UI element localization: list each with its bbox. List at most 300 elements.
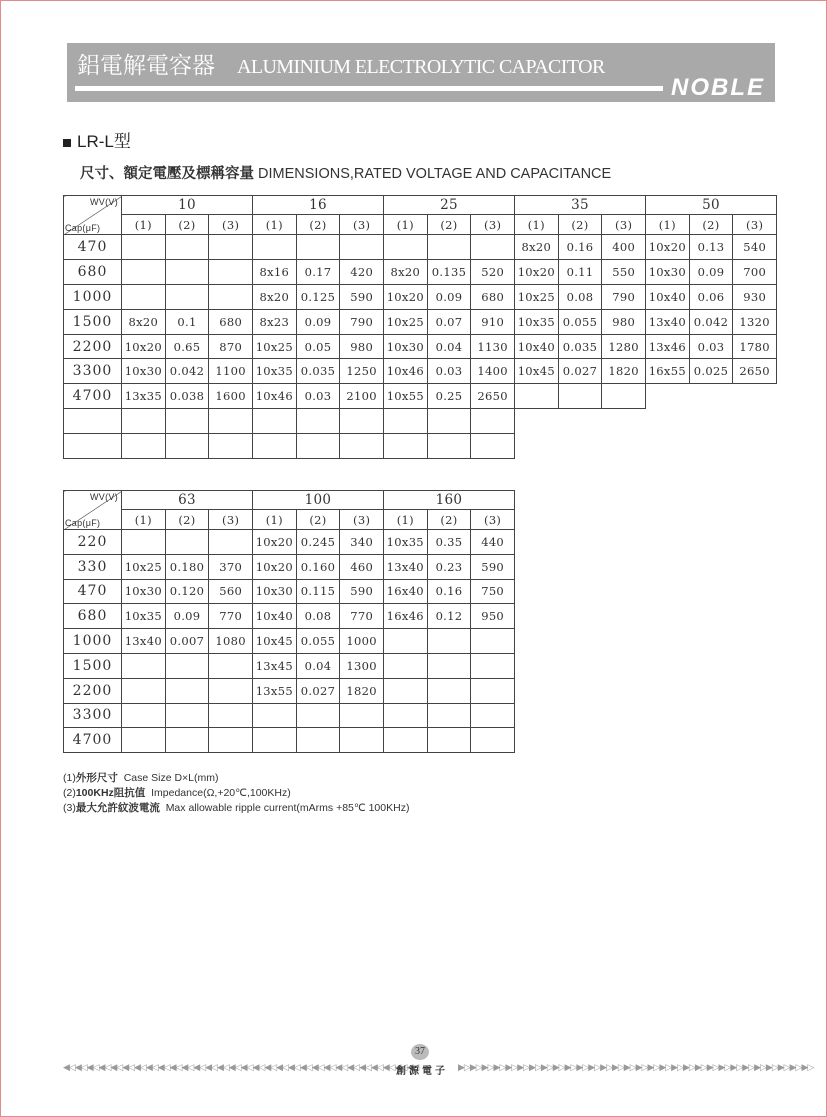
impedance-cell [427, 235, 471, 260]
subtitle-chinese: 尺寸、額定電壓及標稱容量 [80, 166, 254, 182]
capacitance-cell: 3300 [64, 703, 122, 728]
model-name: LR-L型 [77, 132, 131, 151]
ripple-current-cell [602, 409, 646, 434]
ripple-current-cell [471, 409, 515, 434]
capacitance-cell: 330 [64, 554, 122, 579]
impedance-cell: 0.1 [165, 309, 209, 334]
case-size-cell: 10x45 [253, 629, 297, 654]
impedance-cell: 0.03 [689, 334, 733, 359]
case-size-cell: 10x20 [384, 284, 428, 309]
impedance-cell: 0.007 [165, 629, 209, 654]
case-size-cell [383, 678, 427, 703]
banner-divider [75, 86, 663, 91]
note-2: (2)100KHz阻抗值 Impedance(Ω,+20℃,100KHz) [63, 787, 291, 799]
impedance-cell [296, 235, 340, 260]
ripple-current-cell: 770 [209, 604, 253, 629]
ripple-current-cell: 520 [471, 259, 515, 284]
impedance-cell: 0.35 [427, 530, 471, 555]
ripple-current-cell: 1000 [340, 629, 384, 654]
impedance-cell: 0.09 [165, 604, 209, 629]
sub-header: (1) [253, 215, 297, 235]
case-size-cell: 10x55 [384, 384, 428, 409]
case-size-cell: 10x46 [384, 359, 428, 384]
case-size-cell [122, 259, 166, 284]
ripple-current-cell: 680 [471, 284, 515, 309]
impedance-cell [165, 259, 209, 284]
wv-label: WV(V) [90, 492, 118, 502]
footer-bar [63, 1062, 814, 1077]
ripple-current-cell: 460 [340, 554, 384, 579]
ripple-current-cell: 2650 [733, 359, 777, 384]
impedance-cell [296, 409, 340, 434]
case-size-cell: 10x40 [515, 334, 559, 359]
capacitance-cell: 1000 [64, 629, 122, 654]
table-row [64, 728, 515, 753]
ripple-current-cell: 790 [602, 284, 646, 309]
ripple-current-cell [209, 259, 253, 284]
impedance-cell: 0.042 [165, 359, 209, 384]
voltage-header: 25 [384, 196, 515, 215]
ripple-current-cell [209, 678, 253, 703]
case-size-cell: 8x20 [122, 309, 166, 334]
capacitance-cell: 1500 [64, 309, 122, 334]
impedance-cell: 0.120 [165, 579, 209, 604]
ripple-current-cell: 1400 [471, 359, 515, 384]
capacitance-cell: 220 [64, 530, 122, 555]
sub-header: (3) [471, 215, 515, 235]
ripple-current-cell [209, 409, 253, 434]
impedance-cell: 0.65 [165, 334, 209, 359]
ripple-current-cell: 1820 [340, 678, 384, 703]
impedance-cell: 0.04 [296, 653, 340, 678]
ripple-current-cell: 980 [340, 334, 384, 359]
impedance-cell [427, 629, 471, 654]
case-size-cell: 10x35 [122, 604, 166, 629]
case-size-cell: 10x30 [384, 334, 428, 359]
capacitance-cell [64, 409, 122, 434]
impedance-cell: 0.08 [558, 284, 602, 309]
case-size-cell [515, 434, 559, 459]
impedance-cell [689, 409, 733, 434]
case-size-cell: 10x25 [253, 334, 297, 359]
impedance-cell: 0.125 [296, 284, 340, 309]
legend-notes [63, 771, 409, 816]
case-size-cell [646, 434, 690, 459]
case-size-cell: 10x45 [515, 359, 559, 384]
sub-header: (2) [296, 215, 340, 235]
sub-header: (3) [471, 510, 515, 530]
impedance-cell: 0.07 [427, 309, 471, 334]
ripple-current-cell: 1080 [209, 629, 253, 654]
sub-header: (1) [253, 510, 297, 530]
ripple-current-cell: 870 [209, 334, 253, 359]
case-size-cell [383, 629, 427, 654]
ripple-current-cell: 1250 [340, 359, 384, 384]
table-row [64, 284, 777, 309]
impedance-cell: 0.17 [296, 259, 340, 284]
case-size-cell [122, 235, 166, 260]
ripple-current-cell: 1780 [733, 334, 777, 359]
table-row [64, 703, 515, 728]
ripple-current-cell [471, 653, 515, 678]
case-size-cell [384, 235, 428, 260]
ripple-current-cell: 1280 [602, 334, 646, 359]
ripple-current-cell [209, 530, 253, 555]
impedance-cell: 0.135 [427, 259, 471, 284]
impedance-cell: 0.05 [296, 334, 340, 359]
case-size-cell: 10x30 [122, 579, 166, 604]
ripple-current-cell [340, 409, 384, 434]
section-subtitle [80, 162, 611, 183]
ripple-current-cell [733, 384, 777, 409]
impedance-cell [558, 434, 602, 459]
ripple-current-cell [209, 653, 253, 678]
ripple-current-cell: 540 [733, 235, 777, 260]
capacitance-cell: 2200 [64, 678, 122, 703]
ripple-current-cell: 420 [340, 259, 384, 284]
case-size-cell: 10x30 [646, 259, 690, 284]
case-size-cell: 8x20 [253, 284, 297, 309]
impedance-cell: 0.09 [689, 259, 733, 284]
case-size-cell: 10x35 [383, 530, 427, 555]
brand-logo: NOBLE [671, 74, 765, 101]
impedance-cell [165, 409, 209, 434]
impedance-cell [427, 728, 471, 753]
ripple-current-cell [471, 678, 515, 703]
case-size-cell: 13x40 [383, 554, 427, 579]
sub-header: (3) [340, 215, 384, 235]
header-banner [67, 43, 775, 102]
ripple-current-cell: 1300 [340, 653, 384, 678]
ripple-current-cell: 680 [209, 309, 253, 334]
impedance-cell [165, 284, 209, 309]
impedance-cell: 0.09 [296, 309, 340, 334]
impedance-cell [689, 434, 733, 459]
impedance-cell [296, 703, 340, 728]
capacitance-cell: 4700 [64, 384, 122, 409]
voltage-header: 50 [646, 196, 777, 215]
impedance-cell: 0.055 [296, 629, 340, 654]
impedance-cell: 0.035 [296, 359, 340, 384]
impedance-cell: 0.025 [689, 359, 733, 384]
ripple-current-cell: 400 [602, 235, 646, 260]
left-arrows-decoration: ◀◁◀◁◀◁◀◁◀◁◀◁◀◁◀◁◀◁◀◁◀◁◀◁◀◁◀◁◀◁◀◁◀◁◀◁◀◁◀◁◀◁◀◁◀◁◀◁◀◁◀◁◀◁◀◁◀◁◀◁ [63, 1062, 419, 1072]
sub-header: (1) [384, 215, 428, 235]
ripple-current-cell [471, 629, 515, 654]
ripple-current-cell: 370 [209, 554, 253, 579]
case-size-cell: 10x35 [253, 359, 297, 384]
sub-header: (2) [427, 215, 471, 235]
sub-header: (3) [209, 510, 253, 530]
impedance-cell [296, 434, 340, 459]
ripple-current-cell: 2650 [471, 384, 515, 409]
title-english: ALUMINIUM ELECTROLYTIC CAPACITOR [237, 56, 605, 78]
ripple-current-cell: 930 [733, 284, 777, 309]
ripple-current-cell [209, 703, 253, 728]
impedance-cell: 0.04 [427, 334, 471, 359]
impedance-cell [165, 703, 209, 728]
case-size-cell: 10x20 [253, 554, 297, 579]
case-size-cell: 10x20 [515, 259, 559, 284]
sub-header: (1) [646, 215, 690, 235]
ripple-current-cell: 560 [209, 579, 253, 604]
case-size-cell [384, 409, 428, 434]
case-size-cell [515, 409, 559, 434]
sub-header-row [64, 510, 515, 530]
voltage-header: 100 [253, 491, 384, 510]
case-size-cell: 13x35 [122, 384, 166, 409]
capacitance-cell: 680 [64, 604, 122, 629]
ripple-current-cell [209, 235, 253, 260]
ripple-current-cell: 1130 [471, 334, 515, 359]
case-size-cell: 10x46 [253, 384, 297, 409]
ripple-current-cell: 750 [471, 579, 515, 604]
voltage-header: 10 [122, 196, 253, 215]
corner-header [64, 491, 122, 530]
square-bullet-icon [63, 139, 71, 147]
sub-header: (3) [733, 215, 777, 235]
case-size-cell [122, 703, 166, 728]
ripple-current-cell [733, 409, 777, 434]
impedance-cell: 0.027 [558, 359, 602, 384]
impedance-cell: 0.25 [427, 384, 471, 409]
case-size-cell [515, 384, 559, 409]
impedance-cell [165, 653, 209, 678]
ripple-current-cell [471, 235, 515, 260]
sub-header: (3) [209, 215, 253, 235]
impedance-cell [689, 384, 733, 409]
impedance-cell: 0.03 [427, 359, 471, 384]
ripple-current-cell [340, 235, 384, 260]
corner-header [64, 196, 122, 235]
case-size-cell: 10x25 [515, 284, 559, 309]
company-name: 創源電子 [396, 1066, 448, 1077]
impedance-cell [427, 678, 471, 703]
voltage-header-row [64, 491, 515, 510]
case-size-cell: 13x40 [646, 309, 690, 334]
voltage-header: 35 [515, 196, 646, 215]
sub-header: (1) [122, 510, 166, 530]
impedance-cell: 0.115 [296, 579, 340, 604]
sub-header: (2) [165, 510, 209, 530]
ripple-current-cell: 2100 [340, 384, 384, 409]
sub-header: (2) [427, 510, 471, 530]
capacitance-cell [64, 434, 122, 459]
table-row [64, 259, 777, 284]
impedance-cell: 0.13 [689, 235, 733, 260]
ripple-current-cell: 590 [340, 579, 384, 604]
impedance-cell: 0.027 [296, 678, 340, 703]
case-size-cell [253, 703, 297, 728]
impedance-cell [165, 235, 209, 260]
impedance-cell [165, 434, 209, 459]
table-row [64, 554, 515, 579]
capacitance-cell: 4700 [64, 728, 122, 753]
case-size-cell [122, 284, 166, 309]
ripple-current-cell: 770 [340, 604, 384, 629]
case-size-cell: 13x55 [253, 678, 297, 703]
impedance-cell: 0.11 [558, 259, 602, 284]
case-size-cell: 16x46 [383, 604, 427, 629]
table-row [64, 384, 777, 409]
ripple-current-cell [209, 434, 253, 459]
table-row [64, 434, 777, 459]
ripple-current-cell: 910 [471, 309, 515, 334]
case-size-cell [122, 434, 166, 459]
capacitance-cell: 680 [64, 259, 122, 284]
capacitance-cell: 1500 [64, 653, 122, 678]
ripple-current-cell: 700 [733, 259, 777, 284]
sub-header-row [64, 215, 777, 235]
case-size-cell [383, 653, 427, 678]
ripple-current-cell: 550 [602, 259, 646, 284]
case-size-cell: 10x40 [253, 604, 297, 629]
case-size-cell [122, 678, 166, 703]
impedance-cell: 0.09 [427, 284, 471, 309]
table-row [64, 604, 515, 629]
table-row [64, 579, 515, 604]
right-arrows-decoration: ▶▷▶▷▶▷▶▷▶▷▶▷▶▷▶▷▶▷▶▷▶▷▶▷▶▷▶▷▶▷▶▷▶▷▶▷▶▷▶▷▶▷▶▷▶▷▶▷▶▷▶▷▶▷▶▷▶▷▶▷ [458, 1062, 814, 1072]
impedance-cell: 0.06 [689, 284, 733, 309]
case-size-cell: 10x20 [253, 530, 297, 555]
voltage-header: 63 [122, 491, 253, 510]
ripple-current-cell: 950 [471, 604, 515, 629]
impedance-cell [427, 653, 471, 678]
case-size-cell [646, 409, 690, 434]
impedance-cell: 0.180 [165, 554, 209, 579]
case-size-cell: 8x20 [384, 259, 428, 284]
capacitance-cell: 1000 [64, 284, 122, 309]
voltage-header: 160 [383, 491, 514, 510]
table-row [64, 359, 777, 384]
ripple-current-cell [340, 728, 384, 753]
case-size-cell: 13x45 [253, 653, 297, 678]
capacitance-cell: 2200 [64, 334, 122, 359]
impedance-cell: 0.12 [427, 604, 471, 629]
sub-header: (2) [558, 215, 602, 235]
model-heading [63, 127, 131, 152]
impedance-cell: 0.055 [558, 309, 602, 334]
voltage-header-row [64, 196, 777, 215]
impedance-cell [165, 678, 209, 703]
table-row [64, 629, 515, 654]
case-size-cell: 13x40 [122, 629, 166, 654]
sub-header: (1) [383, 510, 427, 530]
table-row [64, 334, 777, 359]
case-size-cell [253, 235, 297, 260]
ripple-current-cell [209, 284, 253, 309]
case-size-cell [122, 653, 166, 678]
case-size-cell [122, 409, 166, 434]
cap-label: Cap(μF) [65, 518, 101, 528]
title-chinese: 鋁電解電容器 [77, 53, 215, 79]
table-row [64, 653, 515, 678]
case-size-cell: 10x20 [122, 334, 166, 359]
impedance-cell [427, 703, 471, 728]
case-size-cell: 10x35 [515, 309, 559, 334]
ripple-current-cell: 1820 [602, 359, 646, 384]
ripple-current-cell: 340 [340, 530, 384, 555]
case-size-cell: 10x25 [384, 309, 428, 334]
case-size-cell [383, 703, 427, 728]
impedance-cell: 0.03 [296, 384, 340, 409]
ripple-current-cell: 790 [340, 309, 384, 334]
ripple-current-cell: 590 [471, 554, 515, 579]
case-size-cell: 13x46 [646, 334, 690, 359]
impedance-cell [296, 728, 340, 753]
table-row [64, 530, 515, 555]
case-size-cell [122, 728, 166, 753]
ripple-current-cell [340, 434, 384, 459]
ripple-current-cell: 590 [340, 284, 384, 309]
impedance-cell: 0.16 [558, 235, 602, 260]
case-size-cell [122, 530, 166, 555]
impedance-cell: 0.035 [558, 334, 602, 359]
ripple-current-cell: 1320 [733, 309, 777, 334]
case-size-cell: 8x16 [253, 259, 297, 284]
case-size-cell: 10x25 [122, 554, 166, 579]
wv-label: WV(V) [90, 197, 118, 207]
table-row [64, 678, 515, 703]
case-size-cell: 10x30 [253, 579, 297, 604]
note-3: (3)最大允許紋波電流 Max allowable ripple current(mArms +85℃ 100KHz) [63, 802, 410, 814]
page-number: 37 [411, 1044, 429, 1060]
case-size-cell: 10x40 [646, 284, 690, 309]
case-size-cell: 16x55 [646, 359, 690, 384]
sub-header: (1) [122, 215, 166, 235]
sub-header: (3) [602, 215, 646, 235]
ripple-current-cell [471, 728, 515, 753]
case-size-cell [253, 434, 297, 459]
impedance-cell [165, 728, 209, 753]
impedance-cell: 0.245 [296, 530, 340, 555]
ripple-current-cell [209, 728, 253, 753]
impedance-cell: 0.160 [296, 554, 340, 579]
case-size-cell [646, 384, 690, 409]
table-row [64, 409, 777, 434]
ripple-current-cell [471, 434, 515, 459]
ripple-current-cell: 440 [471, 530, 515, 555]
voltage-header: 16 [253, 196, 384, 215]
case-size-cell: 16x40 [383, 579, 427, 604]
ripple-current-cell [340, 703, 384, 728]
ripple-current-cell: 1600 [209, 384, 253, 409]
sub-header: (2) [689, 215, 733, 235]
case-size-cell [384, 434, 428, 459]
table-row [64, 235, 777, 260]
sub-header: (2) [165, 215, 209, 235]
ripple-current-cell: 1100 [209, 359, 253, 384]
sub-header: (3) [340, 510, 384, 530]
case-size-cell [383, 728, 427, 753]
case-size-cell: 8x20 [515, 235, 559, 260]
note-1: (1)外形尺寸 Case Size D×L(mm) [63, 772, 219, 784]
impedance-cell [165, 530, 209, 555]
capacitance-cell: 3300 [64, 359, 122, 384]
case-size-cell: 8x23 [253, 309, 297, 334]
sub-header: (1) [515, 215, 559, 235]
impedance-cell: 0.042 [689, 309, 733, 334]
impedance-cell: 0.16 [427, 579, 471, 604]
case-size-cell: 10x20 [646, 235, 690, 260]
impedance-cell: 0.038 [165, 384, 209, 409]
ripple-current-cell: 980 [602, 309, 646, 334]
impedance-cell [558, 384, 602, 409]
sub-header: (2) [296, 510, 340, 530]
ripple-current-cell [602, 384, 646, 409]
case-size-cell: 10x30 [122, 359, 166, 384]
spec-table-high-voltage [63, 490, 515, 753]
